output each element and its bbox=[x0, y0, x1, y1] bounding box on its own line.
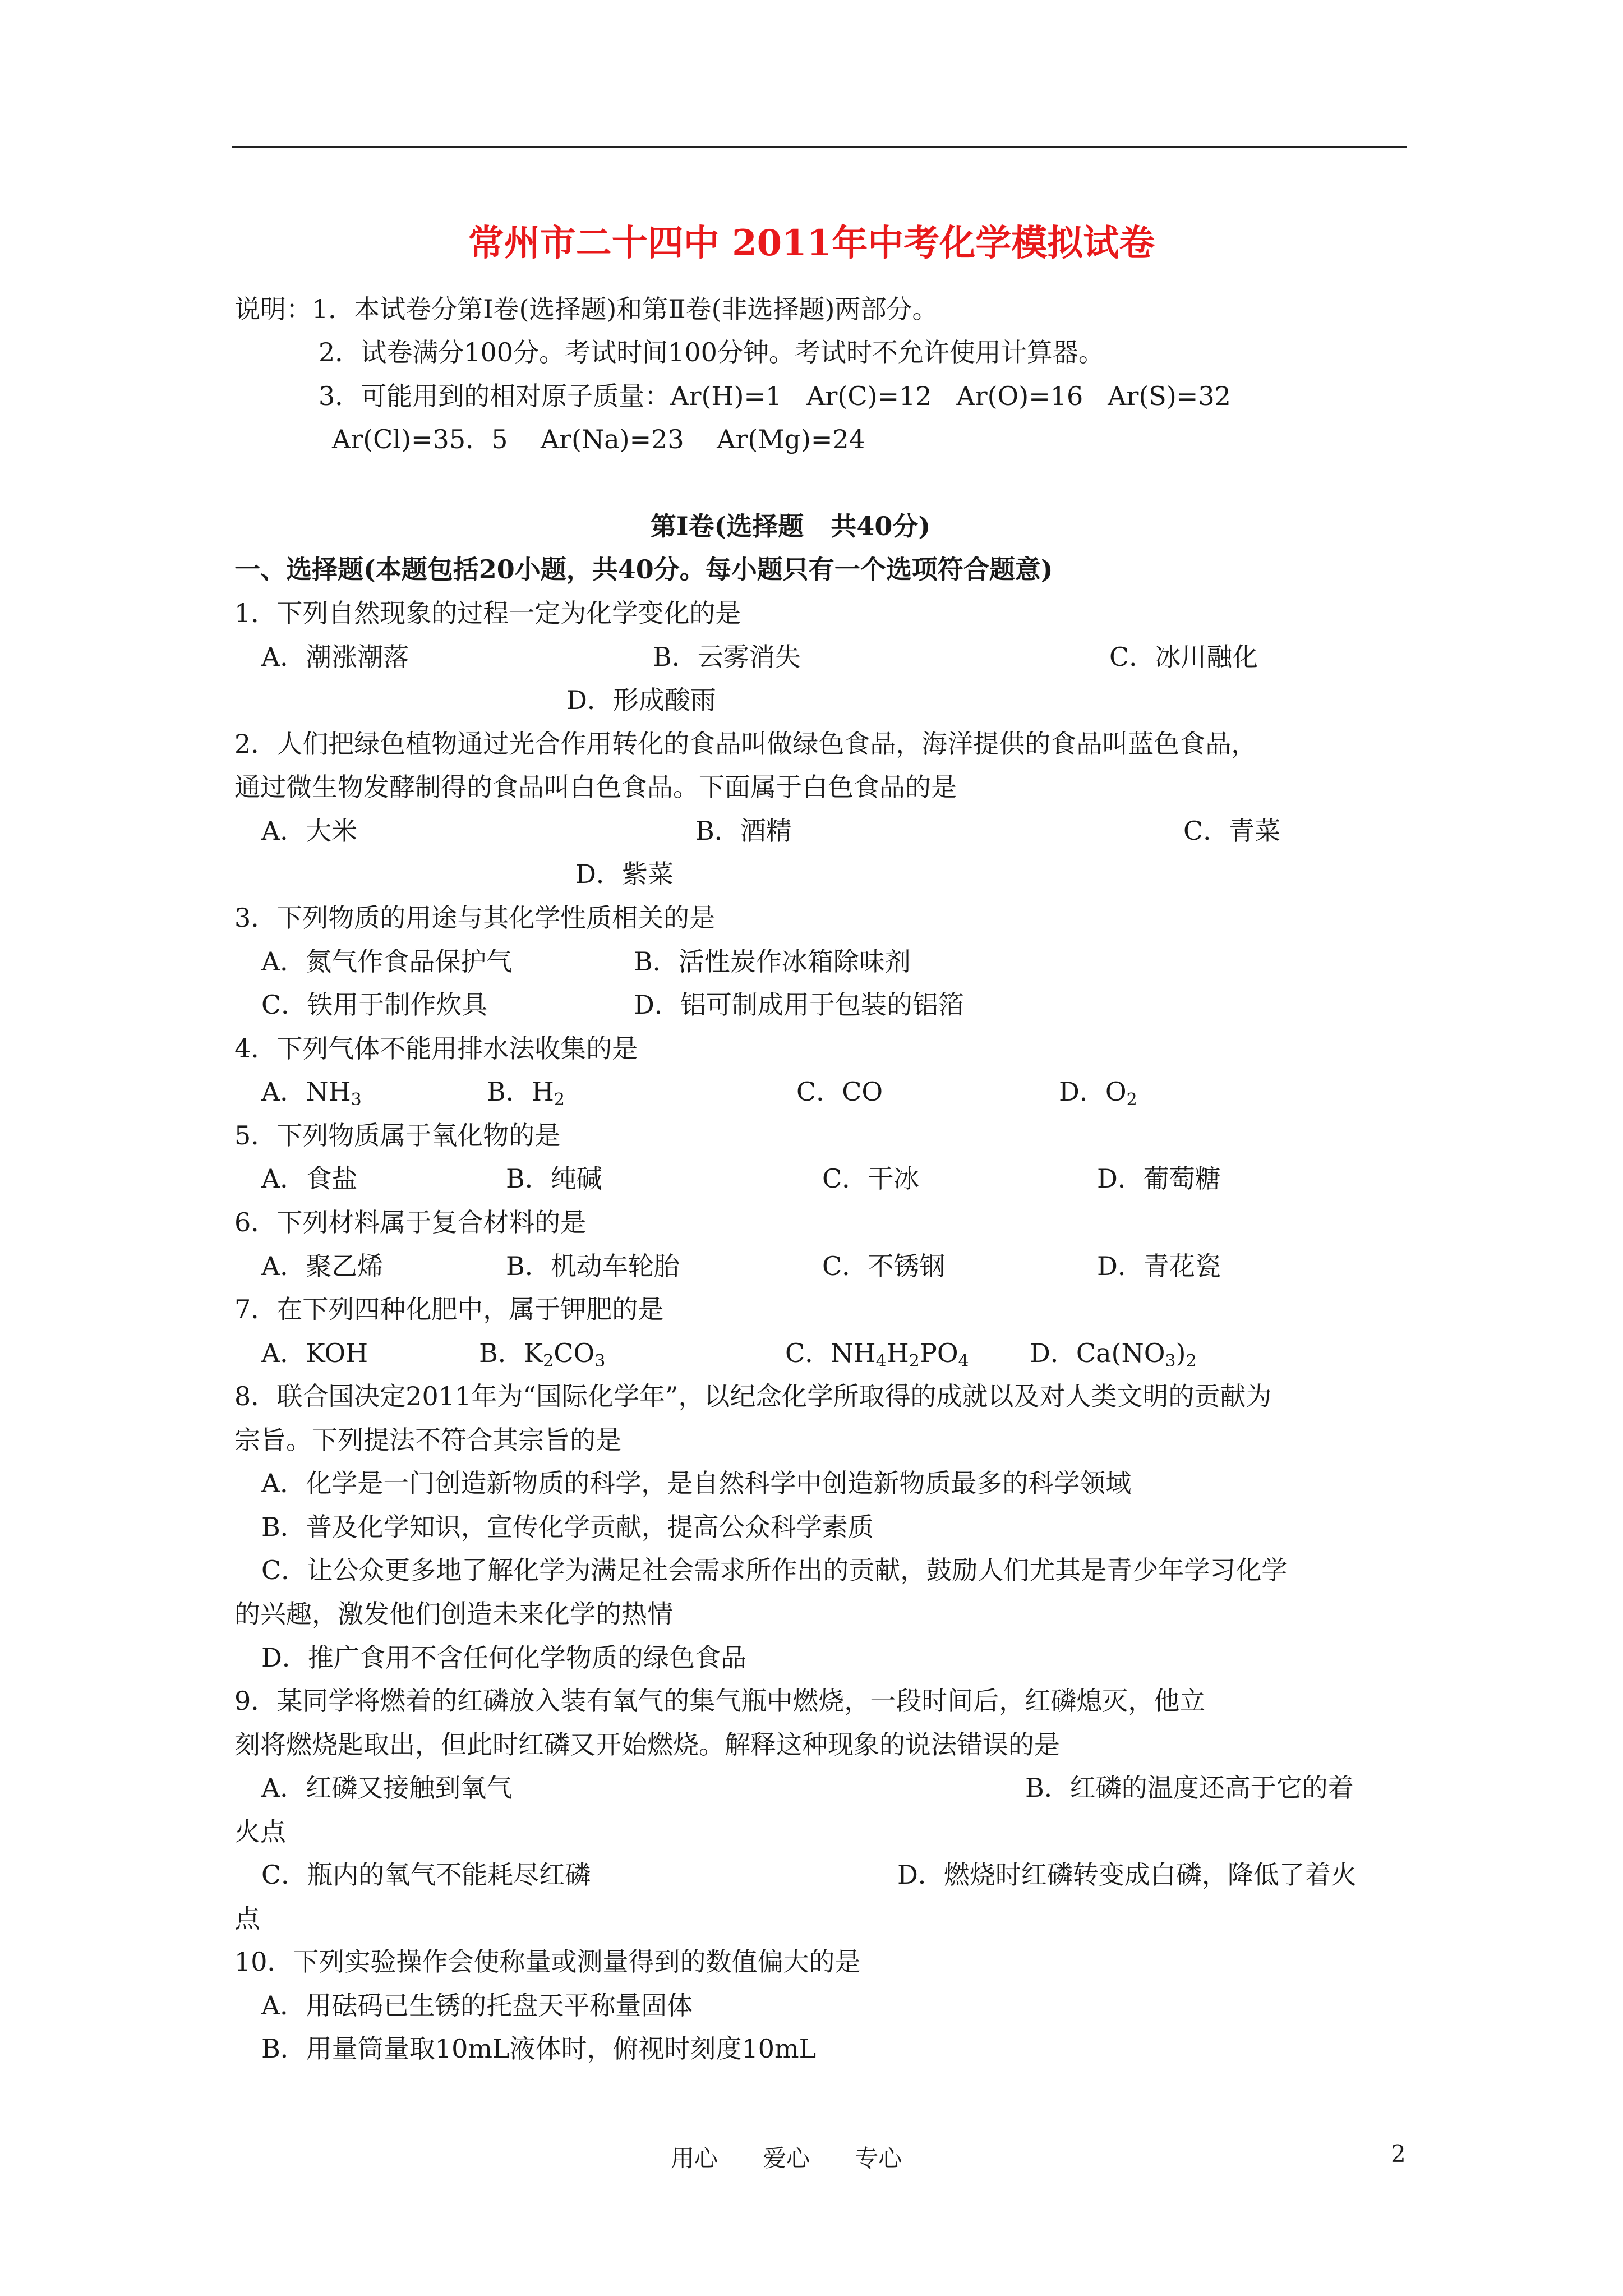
question-1-option-c: C．冰川融化 bbox=[1109, 642, 1258, 672]
question-9-stem-line-2: 刻将燃烧匙取出，但此时红磷又开始燃烧。解释这种现象的说法错误的是 bbox=[234, 1729, 1060, 1760]
question-4-stem: 4．下列气体不能用排水法收集的是 bbox=[234, 1033, 638, 1064]
question-3-stem: 3．下列物质的用途与其化学性质相关的是 bbox=[234, 903, 716, 933]
question-4-option-d: D．$O_2$ bbox=[1059, 1076, 1137, 1110]
question-9-option-d-line-2: 点 bbox=[234, 1903, 260, 1934]
question-1-stem: 1．下列自然现象的过程一定为化学变化的是 bbox=[234, 598, 741, 628]
question-6-option-a: A．聚乙烯 bbox=[261, 1251, 384, 1281]
question-4-option-b: B．$H_2$ bbox=[487, 1076, 565, 1110]
footer-motto: 用心 爱心 专心 bbox=[671, 2145, 902, 2172]
question-1-option-b: B．云雾消失 bbox=[653, 642, 801, 672]
question-10-option-b: B．用量筒量取10mL液体时，俯视时刻度10mL bbox=[261, 2033, 817, 2064]
question-2-option-d: D．紫菜 bbox=[575, 859, 674, 889]
question-9-option-a: A．红磷又接触到氧气 bbox=[261, 1773, 513, 1803]
question-4-option-c: C．CO bbox=[796, 1076, 883, 1107]
question-2-option-b: B．酒精 bbox=[695, 816, 792, 846]
question-5-option-c: C．干冰 bbox=[822, 1163, 920, 1194]
question-5-option-b: B．纯碱 bbox=[506, 1163, 602, 1194]
question-8-option-a: A．化学是一门创造新物质的科学，是自然科学中创造新物质最多的科学领域 bbox=[261, 1468, 1132, 1498]
question-8-stem-line-2: 宗旨。下列提法不符合其宗旨的是 bbox=[234, 1425, 621, 1455]
question-10-stem: 10．下列实验操作会使称量或测量得到的数值偏大的是 bbox=[234, 1947, 861, 1977]
question-9-option-b-line-1: B．红磷的温度还高于它的着 bbox=[1025, 1773, 1354, 1803]
question-8-option-c-line-2: 的兴趣，激发他们创造未来化学的热情 bbox=[234, 1599, 673, 1629]
note-3: 3．可能用到的相对原子质量：Ar(H)=1 Ar(C)=12 Ar(O)=16 Ar(S)=32 bbox=[319, 381, 1231, 411]
page-title: 常州市二十四中 2011年中考化学模拟试卷 bbox=[468, 222, 1155, 264]
question-2-stem-line-1: 2．人们把绿色植物通过光合作用转化的食品叫做绿色食品，海洋提供的食品叫蓝色食品， bbox=[234, 729, 1257, 759]
question-8-option-b: B．普及化学知识，宣传化学贡献，提高公众科学素质 bbox=[261, 1512, 874, 1542]
question-5-option-d: D．葡萄糖 bbox=[1097, 1163, 1221, 1194]
part-heading: 一、选择题(本题包括20小题，共40分。每小题只有一个选项符合题意) bbox=[234, 554, 1053, 585]
question-9-stem-line-1: 9．某同学将燃着的红磷放入装有氧气的集气瓶中燃烧，一段时间后，红磷熄灭，他立 bbox=[234, 1686, 1206, 1716]
question-2-option-c: C．青菜 bbox=[1183, 816, 1281, 846]
question-7-option-b: B．$K_2CO_3$ bbox=[479, 1338, 606, 1371]
question-7-stem: 7．在下列四种化肥中，属于钾肥的是 bbox=[234, 1294, 664, 1324]
question-3-option-b: B．活性炭作冰箱除味剂 bbox=[634, 946, 911, 977]
question-6-option-c: C．不锈钢 bbox=[822, 1251, 946, 1281]
question-7-option-d: D．$Ca(NO_3)_2$ bbox=[1030, 1338, 1197, 1371]
question-4-option-a: A．$NH_3$ bbox=[261, 1076, 362, 1110]
header-rule bbox=[232, 146, 1407, 148]
question-8-stem-line-1: 8．联合国决定2011年为“国际化学年”，以纪念化学所取得的成就以及对人类文明的贡献为 bbox=[234, 1381, 1272, 1411]
note-2: 2．试卷满分100分。考试时间100分钟。考试时不允许使用计算器。 bbox=[319, 337, 1104, 367]
question-3-option-d: D．铝可制成用于包装的铝箔 bbox=[634, 990, 964, 1020]
question-10-option-a: A．用砝码已生锈的托盘天平称量固体 bbox=[261, 1990, 693, 2021]
question-5-stem: 5．下列物质属于氧化物的是 bbox=[234, 1120, 561, 1151]
section-heading: 第Ⅰ卷(选择题 共40分) bbox=[651, 511, 931, 541]
question-9-option-b-line-2: 火点 bbox=[234, 1816, 286, 1847]
question-9-option-c: C．瓶内的氧气不能耗尽红磷 bbox=[261, 1860, 591, 1890]
question-8-option-c-line-1: C．让公众更多地了解化学为满足社会需求所作出的贡献，鼓励人们尤其是青少年学习化学 bbox=[261, 1555, 1288, 1585]
question-6-option-d: D．青花瓷 bbox=[1097, 1251, 1221, 1281]
question-7-option-a: A．KOH bbox=[261, 1338, 368, 1368]
question-6-option-b: B．机动车轮胎 bbox=[506, 1251, 680, 1281]
question-3-option-a: A．氮气作食品保护气 bbox=[261, 946, 513, 977]
note-1: 说明：1．本试卷分第Ⅰ卷(选择题)和第Ⅱ卷(非选择题)两部分。 bbox=[234, 294, 938, 324]
question-1-option-d: D．形成酸雨 bbox=[566, 685, 716, 715]
question-5-option-a: A．食盐 bbox=[261, 1163, 358, 1194]
question-8-option-d: D．推广食用不含任何化学物质的绿色食品 bbox=[261, 1642, 746, 1673]
question-2-option-a: A．大米 bbox=[261, 816, 358, 846]
question-3-option-c: C．铁用于制作炊具 bbox=[261, 990, 488, 1020]
page-number: 2 bbox=[1391, 2140, 1406, 2168]
note-4: Ar(Cl)=35．5 Ar(Na)=23 Ar(Mg)=24 bbox=[332, 424, 865, 454]
question-9-option-d-line-1: D．燃烧时红磷转变成白磷，降低了着火 bbox=[897, 1860, 1357, 1890]
question-6-stem: 6．下列材料属于复合材料的是 bbox=[234, 1207, 587, 1237]
question-2-stem-line-2: 通过微生物发酵制得的食品叫白色食品。下面属于白色食品的是 bbox=[234, 772, 957, 802]
question-1-option-a: A．潮涨潮落 bbox=[261, 642, 409, 672]
question-7-option-c: C．$NH_4H_2PO_4$ bbox=[785, 1338, 969, 1371]
